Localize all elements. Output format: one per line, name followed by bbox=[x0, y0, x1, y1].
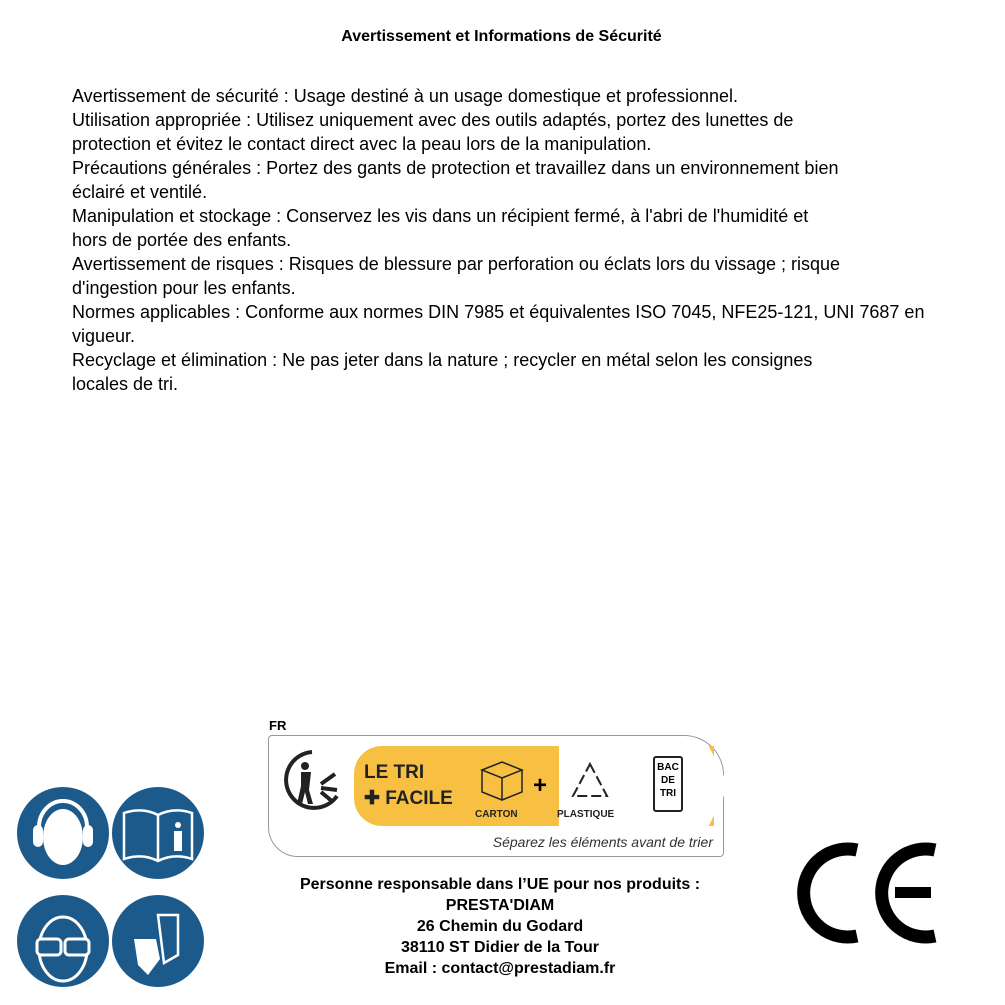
address-city: 38110 ST Didier de la Tour bbox=[401, 939, 599, 956]
text-line: Avertissement de risques : Risques de blessure par perforation ou éclats lors du vissage ; risque bbox=[72, 254, 841, 274]
text-line: éclairé et ventilé. bbox=[72, 182, 208, 202]
text-line: d'ingestion pour les enfants. bbox=[72, 278, 296, 298]
ear-protection-icon bbox=[17, 787, 109, 879]
ce-mark bbox=[795, 842, 940, 944]
tri-line2: ✚ FACILE bbox=[364, 788, 453, 809]
plus-icon: + bbox=[533, 772, 548, 799]
safety-text bbox=[72, 84, 924, 396]
gloves-icon bbox=[112, 895, 204, 987]
text-line: Recyclage et élimination : Ne pas jeter dans la nature ; recycler en métal selon les consignes bbox=[72, 350, 813, 370]
contact-email: Email : contact@prestadiam.fr bbox=[384, 960, 616, 977]
recycle-icon bbox=[567, 760, 613, 804]
page-title: Avertissement et Informations de Sécurité bbox=[341, 28, 662, 45]
text-line: protection et évitez le contact direct avec la peau lors de la manipulation. bbox=[72, 134, 652, 154]
text-line: Utilisation appropriée : Utilisez uniquement avec des outils adaptés, portez des lunettes de bbox=[72, 110, 794, 130]
carton-box-icon bbox=[477, 758, 527, 802]
bin-icon bbox=[653, 756, 683, 812]
country-code: FR bbox=[269, 718, 287, 733]
triman-label bbox=[268, 735, 724, 857]
bin-text: DE bbox=[661, 775, 675, 786]
plastique-label: PLASTIQUE bbox=[557, 809, 615, 820]
footer-line: Personne responsable dans l’UE pour nos produits : bbox=[299, 876, 701, 893]
text-line: hors de portée des enfants. bbox=[72, 230, 292, 250]
text-line: vigueur. bbox=[72, 326, 136, 346]
address-street: 26 Chemin du Godard bbox=[416, 918, 584, 935]
company-name: PRESTA'DIAM bbox=[445, 897, 555, 914]
bin-text: BAC bbox=[657, 762, 679, 773]
text-line: Manipulation et stockage : Conservez les vis dans un récipient fermé, à l'abri de l'humidité et bbox=[72, 206, 809, 226]
read-manual-icon bbox=[112, 787, 204, 879]
text-line: locales de tri. bbox=[72, 374, 179, 394]
tri-line2-text: FACILE bbox=[385, 788, 453, 809]
bin-text: TRI bbox=[659, 788, 677, 799]
text-line: Avertissement de sécurité : Usage destiné à un usage domestique et professionnel. bbox=[72, 86, 739, 106]
responsible-person bbox=[200, 874, 800, 979]
triman-note: Séparez les éléments avant de trier bbox=[492, 834, 713, 850]
triman-icon bbox=[277, 746, 347, 816]
carton-label: CARTON bbox=[475, 809, 518, 820]
tri-line1: LE TRI bbox=[364, 762, 425, 783]
le-tri-facile bbox=[364, 760, 453, 812]
eye-protection-icon bbox=[17, 895, 109, 987]
text-line: Précautions générales : Portez des gants de protection et travaillez dans un environnement bien bbox=[72, 158, 839, 178]
text-line: Normes applicables : Conforme aux normes DIN 7985 et équivalentes ISO 7045, NFE25-121, UNI 7687 en bbox=[72, 302, 925, 322]
